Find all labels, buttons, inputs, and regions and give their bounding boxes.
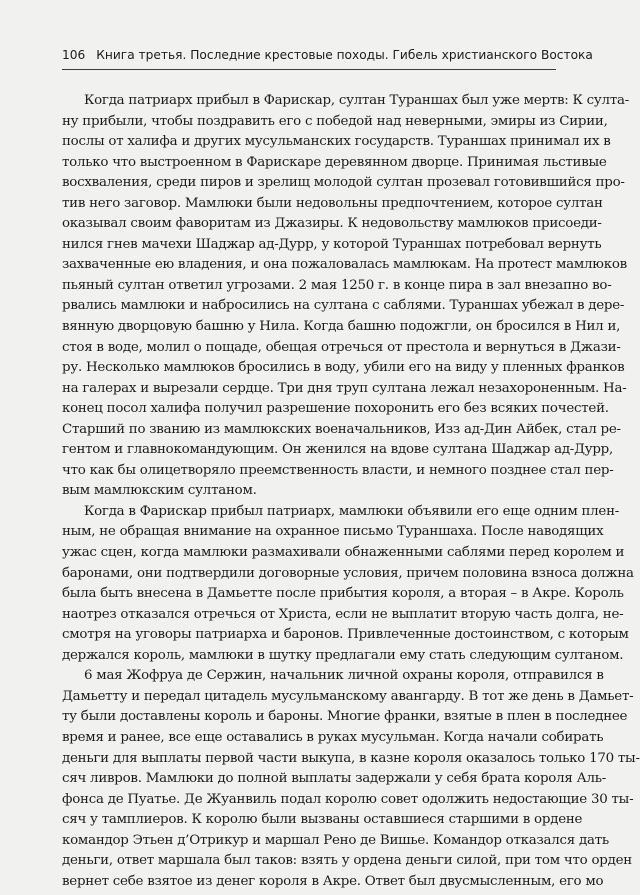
text-line: ру. Несколько мамлюков бросились в воду, убили его на виду у пленных франков — [62, 360, 625, 376]
text-line: командор Этьен д’Отрикур и маршал Рено де Вишье. Командор отказался дать — [62, 832, 609, 848]
text-line: пьяный султан ответил угрозами. 2 мая 1250 г. в конце пира в зал внезапно во- — [62, 277, 612, 293]
text-line: что как бы олицетворяло преемственность власти, и немного позднее стал пер- — [62, 462, 614, 478]
text-line: была быть внесена в Дамьетте после прибытия короля, а вторая – в Акре. Король — [62, 586, 624, 602]
text-line: сяч ливров. Мамлюки до полной выплаты задержали у себя брата короля Аль- — [62, 771, 607, 787]
text-line: послы от халифа и других мусульманских государств. Туранш​ах принимал их в — [62, 134, 611, 150]
text-line: время и ранее, все еще оставались в руках мусульман. Когда начали собирать — [62, 729, 604, 745]
text-line: баронами, они подтвердили договорные условия, причем половина взноса должна — [62, 565, 634, 581]
text-line: вянную дворцовую башню у Нила. Когда башню подожгли, он бросился в Нил и, — [62, 319, 621, 335]
body-text — [62, 91, 640, 892]
text-line: нился гнев мачехи Шаджар ад-Дурр, у которой Туранш​ах потребовал вернуть — [62, 236, 602, 252]
text-line: захваченные ею владения, и она пожаловалась мамлюкам. На протест мамлюков — [62, 257, 627, 273]
text-line: ужас сцен, когда мамлюки размахивали обнаженными саблями перед королем и — [62, 545, 625, 561]
text-line: стоя в воде, молил о пощаде, обещая отречься от престола и вернуться в Джази- — [62, 339, 621, 355]
text-line: держался король, мамлюки в шутку предлагали ему стать следующим султаном. — [62, 647, 624, 663]
text-line: наотрез отказался отречься от Христа, если не выплатит вторую часть долга, не- — [62, 606, 624, 622]
text-line: смотря на уговоры патриарха и баронов. Привлеченные достоинством, с которым — [62, 627, 629, 643]
running-header — [62, 41, 593, 70]
text-line: фонса де Пуатье. Де Жуанвиль подал королю совет одолжить недостающие 30 ты- — [62, 791, 634, 807]
text-line: 6 мая Жофруа де Сержин, начальник личной охраны короля, отправился в — [84, 668, 604, 684]
text-line: оказывал своим фаворитам из Джазиры. К недовольству мамлюков присоеди- — [62, 216, 602, 232]
text-line: вернет себе взятое из денег короля в Акре. Ответ был двусмысленным, его мо — [62, 873, 604, 889]
text-line: Дамьетту и передал цитадель мусульманскому авангарду. В тот же день в Дамьет- — [62, 688, 634, 704]
text-line: рвались мамлюки и набросились на султана с саблями. Туранш​ах убежал в дере- — [62, 298, 625, 314]
text-line: Когда в Фарискар прибыл патриарх, мамлюки объявили его еще одним плен- — [84, 503, 620, 519]
page-number: 106 — [62, 48, 86, 62]
text-line: на галерах и вырезали сердце. Три дня труп султана лежал незахороненным. На- — [62, 380, 627, 396]
text-line: только что выстроенном в Фарискаре деревянном дворце. Принимая льстивые — [62, 154, 607, 170]
text-line: сяч у тамплиеров. К королю были вызваны оставшиеся старшими в ордене — [62, 812, 583, 828]
text-line: гентом и главнокомандующим. Он женился на вдове султана Шаджар ад-Дурр, — [62, 442, 613, 458]
text-line: ну прибыли, чтобы поздравить его с победой над неверными, эмиры из Сирии, — [62, 113, 608, 129]
text-line: деньги для выплаты первой части выкупа, в казне короля оказалось только 170 ты- — [62, 750, 640, 766]
text-line: вым мамлюкским султаном. — [62, 483, 257, 499]
text-line: Когда патриарх прибыл в Фарискар, султан Туранш​ах был уже мертв: К султа- — [84, 93, 629, 108]
text-line: тив него заговор. Мамлюки были недовольны предпочтением, которое султан — [62, 195, 603, 211]
text-line: деньги, ответ маршала был таков: взять у ордена деньги силой, при том что орден — [62, 853, 632, 869]
text-line: ным, не обращая внимание на охранное письмо Туранш​аха. После наводящих — [62, 524, 604, 540]
running-title: Книга третья. Последние крестовые походы. Гибель христианского Востока — [96, 48, 593, 62]
text-line: восхваления, среди пиров и зрелищ молодой султан прозевал готовившийся про- — [62, 175, 625, 191]
text-line: Старший по званию из мамлюкских военачальников, Изз ад-Дин Айбек, стал ре- — [62, 421, 621, 437]
text-line: конец посол халифа получил разрешение похоронить его без всяких почестей. — [62, 401, 609, 417]
text-line: ту были доставлены король и бароны. Многие франки, взятые в плен в последнее — [62, 709, 628, 725]
